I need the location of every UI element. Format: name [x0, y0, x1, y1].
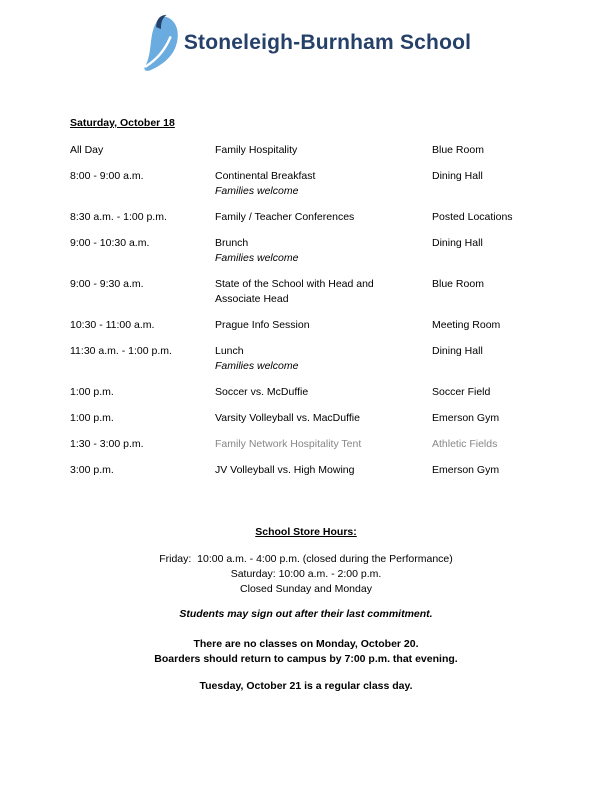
row-event: Varsity Volleyball vs. MacDuffie: [215, 412, 360, 424]
row-location: Blue Room: [432, 278, 484, 290]
schedule-row: [70, 437, 552, 452]
row-time: 8:30 a.m. - 1:00 p.m.: [70, 211, 167, 223]
school-header: [0, 12, 612, 72]
row-event: Family Network Hospitality Tent: [215, 438, 362, 450]
row-event: Soccer vs. McDuffie: [215, 386, 309, 398]
store-hours-heading: School Store Hours:: [255, 526, 357, 538]
row-location: Blue Room: [432, 144, 484, 156]
school-name: Stoneleigh-Burnham School: [183, 31, 472, 54]
tuesday-note: Tuesday, October 21 is a regular class day.: [199, 680, 413, 692]
row-event: JV Volleyball vs. High Mowing: [215, 464, 355, 476]
schedule-row: [70, 277, 552, 307]
date-heading: Saturday, October 18: [70, 117, 175, 129]
row-event-cell: [215, 437, 432, 452]
store-hours-section: [0, 525, 612, 597]
row-location: Soccer Field: [432, 386, 491, 398]
row-event-cell: [215, 463, 432, 478]
row-event: State of the School with Head and Associate Head: [215, 278, 374, 305]
row-note: Families welcome: [215, 252, 299, 264]
row-time: 9:00 - 10:30 a.m.: [70, 237, 150, 249]
schedule-row: [70, 463, 552, 478]
schedule-row: [70, 210, 552, 225]
row-time: 3:00 p.m.: [70, 464, 114, 476]
row-location: Emerson Gym: [432, 464, 500, 476]
row-event: Family / Teacher Conferences: [215, 211, 355, 223]
schedule-row: [70, 143, 552, 158]
store-hours-line: Closed Sunday and Monday: [240, 583, 372, 595]
schedule-row: [70, 411, 552, 426]
store-hours-line: Friday: 10:00 a.m. - 4:00 p.m. (closed during the Performance): [159, 553, 453, 565]
schedule-section: [70, 116, 552, 478]
row-event-cell: [215, 236, 432, 266]
store-hours-line: Saturday: 10:00 a.m. - 2:00 p.m.: [230, 568, 382, 580]
boarders-line: Boarders should return to campus by 7:00 p.m. that evening.: [154, 653, 458, 665]
row-location: Dining Hall: [432, 237, 483, 249]
row-location: Dining Hall: [432, 170, 483, 182]
row-event: Brunch: [215, 237, 249, 249]
row-event-cell: [215, 169, 432, 199]
row-location: Athletic Fields: [432, 438, 498, 450]
row-event-cell: [215, 411, 432, 426]
row-event-cell: [215, 210, 432, 225]
row-time: 8:00 - 9:00 a.m.: [70, 170, 144, 182]
schedule-table: [70, 143, 552, 478]
signout-note: Students may sign out after their last commitment.: [179, 608, 433, 620]
row-event: Lunch: [215, 345, 244, 357]
schedule-row: [70, 236, 552, 266]
row-location: Posted Locations: [432, 211, 513, 223]
row-event-cell: [215, 143, 432, 158]
no-classes-note: [0, 637, 612, 667]
schedule-row: [70, 318, 552, 333]
row-location: Dining Hall: [432, 345, 483, 357]
row-time: All Day: [70, 144, 104, 156]
row-note: Families welcome: [215, 360, 299, 372]
row-time: 1:00 p.m.: [70, 412, 114, 424]
row-note: Families welcome: [215, 185, 299, 197]
row-location: Meeting Room: [432, 319, 501, 331]
row-location: Emerson Gym: [432, 412, 500, 424]
schedule-row: [70, 344, 552, 374]
schedule-row: [70, 385, 552, 400]
schedule-row: [70, 169, 552, 199]
row-time: 11:30 a.m. - 1:00 p.m.: [70, 345, 172, 357]
row-time: 10:30 - 11:00 a.m.: [70, 319, 155, 331]
row-event-cell: [215, 344, 432, 374]
no-classes-line: There are no classes on Monday, October 20.: [193, 638, 419, 650]
row-time: 1:30 - 3:00 p.m.: [70, 438, 144, 450]
row-event-cell: [215, 277, 432, 307]
row-time: 9:00 - 9:30 a.m.: [70, 278, 144, 290]
row-event: Continental Breakfast: [215, 170, 316, 182]
row-time: 1:00 p.m.: [70, 386, 114, 398]
row-event: Prague Info Session: [215, 319, 310, 331]
row-event-cell: [215, 318, 432, 333]
store-hours-lines: [0, 552, 612, 597]
row-event-cell: [215, 385, 432, 400]
row-event: Family Hospitality: [215, 144, 298, 156]
owl-icon: [141, 14, 179, 72]
